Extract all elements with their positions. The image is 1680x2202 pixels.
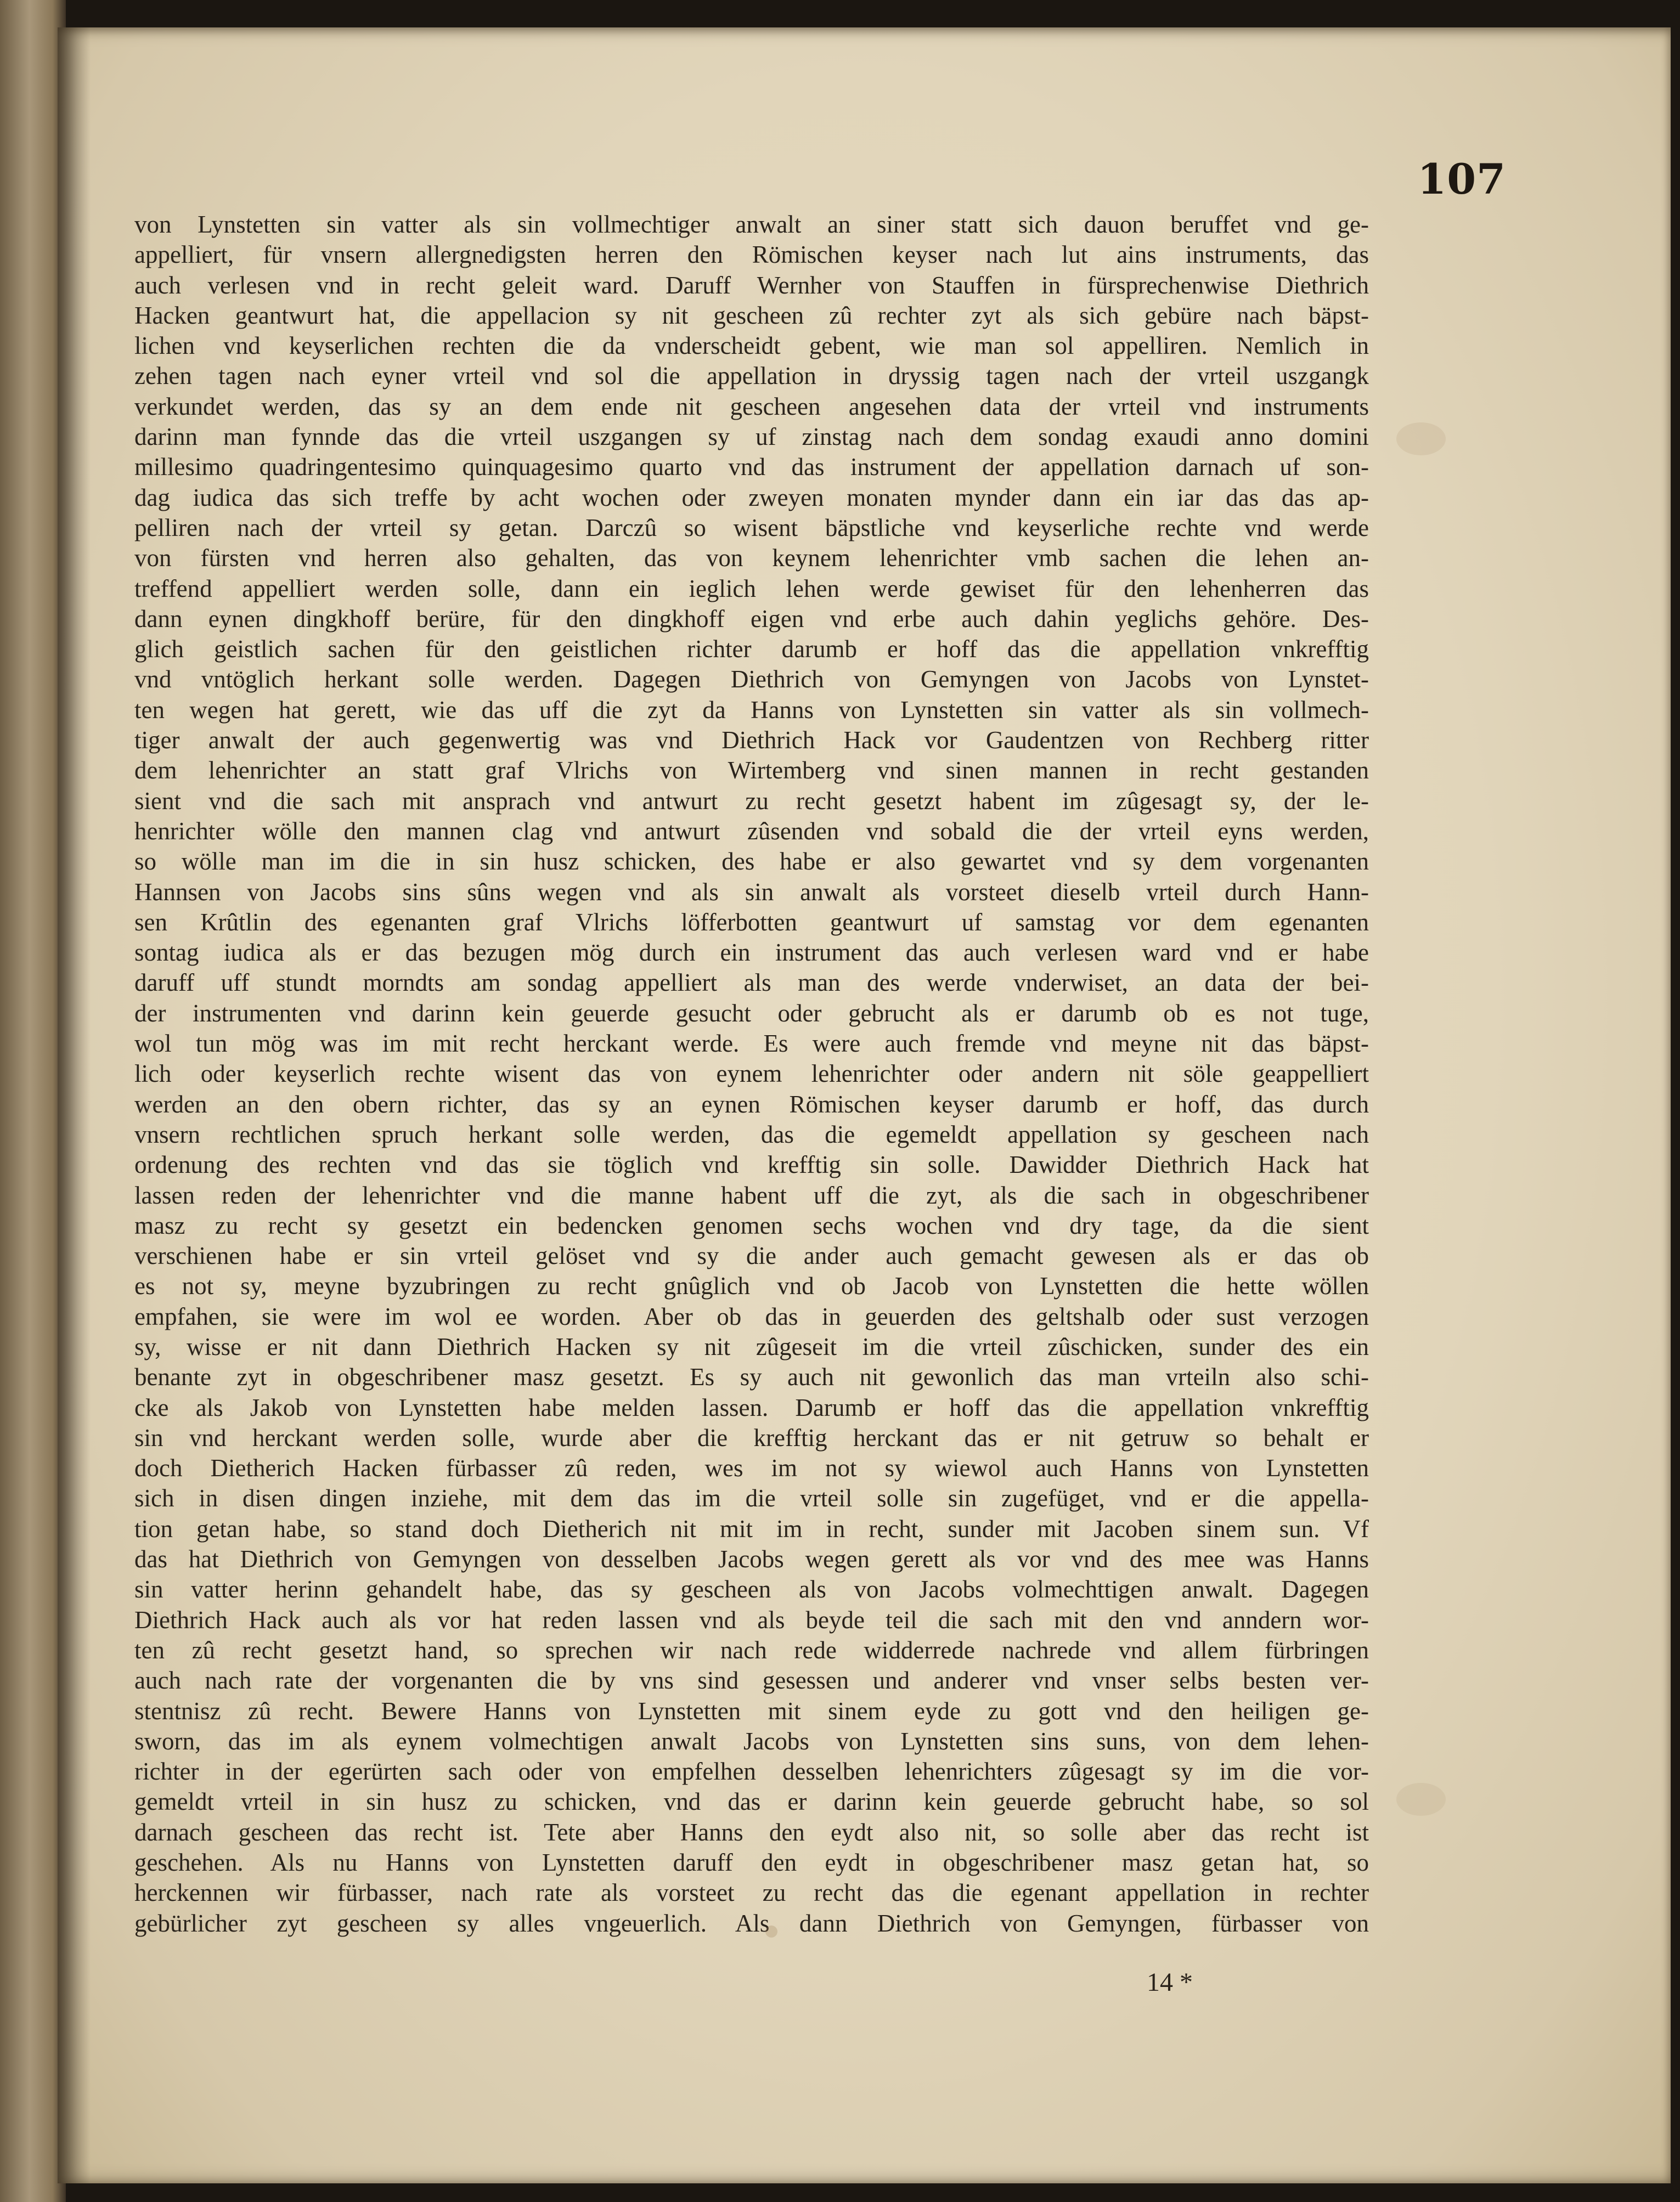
body-text [134,210,1369,1939]
text-line: von Lynstetten sin vatter als sin vollmechtiger anwalt an siner statt sich dauon beruffet vnd ge- [134,211,1369,238]
text-line: das hat Diethrich von Gemyngen von desselben Jacobs wegen gerett als vor vnd des mee was Hanns [134,1545,1369,1573]
text-line: ten zû recht gesetzt hand, so sprechen wir nach rede widderrede nachrede vnd allem fürbringen [134,1636,1369,1664]
text-line: verschienen habe er sin vrteil gelöset vnd sy die ander auch gemacht gewesen als er das ob [134,1242,1369,1270]
book-page [58,27,1671,2183]
text-line: dag iudica das sich treffe by acht wochen oder zweyen monaten mynder dann ein iar das das ap- [134,483,1369,511]
text-line: tiger anwalt der auch gegenwertig was vnd Diethrich Hack vor Gaudentzen von Rechberg ritter [134,726,1369,754]
text-line: ten wegen hat gerett, wie das uff die zyt da Hanns von Lynstetten sin vatter als sin vollmech- [134,696,1369,724]
text-line: appelliert, für vnsern allergnedigsten herren den Römischen keyser nach lut ains instruments, das [134,241,1369,269]
text-line: zehen tagen nach eyner vrteil vnd sol die appellation in dryssig tagen nach der vrteil uszgangk [134,362,1369,390]
text-line: gemeldt vrteil in sin husz zu schicken, vnd das er darinn kein geuerde gebrucht habe, so sol [134,1788,1369,1816]
text-line: sontag iudica als er das bezugen mög durch ein instrument das auch verlesen ward vnd er habe [134,939,1369,967]
text-line: masz zu recht sy gesetzt ein bedencken genomen sechs wochen vnd dry tage, da die sient [134,1211,1369,1239]
text-line: ordenung des rechten vnd das sie töglich vnd krefftig sin solle. Dawidder Diethrich Hack hat [134,1151,1369,1179]
text-line: es not sy, meyne byzubringen zu recht gnûglich vnd ob Jacob von Lynstetten die hette wöllen [134,1272,1369,1300]
text-line: darnach gescheen das recht ist. Tete aber Hanns den eydt also nit, so solle aber das recht ist [134,1818,1369,1846]
text-line: empfahen, sie were im wol ee worden. Aber ob das in geuerden des geltshalb oder sust verzogen [134,1302,1369,1330]
text-line: daruff uff stundt morndts am sondag appelliert als man des werde vnderwiset, an data der bei- [134,969,1369,997]
text-line: Hacken geantwurt hat, die appellacion sy nit gescheen zû rechter zyt als sich gebüre nach bäpst- [134,301,1369,329]
text-line: henrichter wölle den mannen clag vnd antwurt zûsenden vnd sobald die der vrteil eyns werden, [134,817,1369,845]
text-line: Hannsen von Jacobs sins sûns wegen vnd als sin anwalt als vorsteet dieselb vrteil durch Hann- [134,878,1369,906]
text-line: sin vatter herinn gehandelt habe, das sy gescheen als von Jacobs volmechttigen anwalt. Dagegen [134,1576,1369,1603]
text-line: lich oder keyserlich rechte wisent das von eynem lehenrichter oder andern nit söle geappelliert [134,1060,1369,1088]
text-line: darinn man fynnde das die vrteil uszgangen sy uf zinstag nach dem sondag exaudi anno domini [134,423,1369,451]
text-line: gebürlicher zyt gescheen sy alles vngeuerlich. Als dann Diethrich von Gemyngen, fürbasser von [134,1909,1369,1937]
text-line: sich in disen dingen inziehe, mit dem das im die vrteil solle sin zugefüget, vnd er die appella- [134,1484,1369,1512]
text-line: verkundet werden, das sy an dem ende nit gescheen angesehen data der vrteil vnd instruments [134,392,1369,420]
gutter-shadow [58,27,91,2183]
text-line: herckennen wir fürbasser, nach rate als vorsteet zu recht das die egenant appellation in rechter [134,1879,1369,1907]
text-line: vnd vntöglich herkant solle werden. Dagegen Diethrich von Gemyngen von Jacobs von Lynstet- [134,665,1369,693]
text-line: cke als Jakob von Lynstetten habe melden lassen. Darumb er hoff das die appellation vnkrefftig [134,1393,1369,1421]
text-line: tion getan habe, so stand doch Dietherich nit mit im in recht, sunder mit Jacoben sinem sun. Vf [134,1515,1369,1543]
text-line: glich geistlich sachen für den geistlichen richter darumb er hoff das die appellation vnkrefftig [134,635,1369,663]
text-line: treffend appelliert werden solle, dann ein ieglich lehen werde gewiset für den lehenherren das [134,574,1369,602]
foxing-spot [1396,422,1446,455]
text-line: auch verlesen vnd in recht geleit ward. Daruff Wernher von Stauffen in fürsprechenwise Diethrich [134,271,1369,299]
text-line: lassen reden der lehenrichter vnd die manne habent uff die zyt, als die sach in obgeschribener [134,1181,1369,1209]
text-line: sen Krûtlin des egenanten graf Vlrichs löfferbotten geantwurt uf samstag vor dem egenanten [134,908,1369,936]
text-line: so wölle man im die in sin husz schicken, des habe er also gewartet vnd sy dem vorgenanten [134,848,1369,876]
text-line: sin vnd herckant werden solle, wurde aber die krefftig herckant das er nit getruw so behalt er [134,1424,1369,1452]
text-line: sworn, das im als eynem volmechtigen anwalt Jacobs von Lynstetten sins suns, von dem lehen- [134,1727,1369,1755]
text-line: benante zyt in obgeschribener masz gesetzt. Es sy auch nit gewonlich das man vrteiln also schi- [134,1363,1369,1391]
text-line: von fürsten vnd herren also gehalten, das von keynem lehenrichter vmb sachen die lehen an- [134,544,1369,572]
text-line: sient vnd die sach mit ansprach vnd antwurt zu recht gesetzt habent im zûgesagt sy, der le- [134,787,1369,815]
text-line: Diethrich Hack auch als vor hat reden lassen vnd als beyde teil die sach mit den vnd anndern wor- [134,1606,1369,1634]
text-line: doch Dietherich Hacken fürbasser zû reden, wes im not sy wiewol auch Hanns von Lynstetten [134,1454,1369,1482]
previous-page-edge [0,0,66,2202]
text-line: wol tun mög was im mit recht herckant werde. Es were auch fremde vnd meyne nit das bäpst- [134,1030,1369,1058]
text-line: stentnisz zû recht. Bewere Hanns von Lynstetten mit sinem eyde zu gott vnd den heiligen ge- [134,1697,1369,1725]
text-line: richter in der egerürten sach oder von empfelhen desselben lehenrichters zûgesagt sy im die vor- [134,1758,1369,1786]
text-line: dem lehenrichter an statt graf Vlrichs von Wirtemberg vnd sinen mannen in recht gestanden [134,756,1369,784]
text-line: vnsern rechtlichen spruch herkant solle werden, das die egemeldt appellation sy gescheen nach [134,1120,1369,1148]
foxing-spot [765,1926,777,1938]
text-line: werden an den obern richter, das sy an eynen Römischen keyser darumb er hoff, das durch [134,1090,1369,1118]
text-line: der instrumenten vnd darinn kein geuerde gesucht oder gebrucht als er darumb ob es not tuge, [134,999,1369,1027]
signature-mark: 14 * [1147,1968,1193,1997]
page-number: 107 [1417,155,1506,204]
text-line: pelliren nach der vrteil sy getan. Darczû so wisent bäpstliche vnd keyserliche rechte vnd werde [134,513,1369,541]
foxing-spot [1396,1783,1446,1816]
text-line: lichen vnd keyserlichen rechten die da vnderscheidt gebent, wie man sol appelliren. Nemlich in [134,332,1369,360]
text-line: dann eynen dingkhoff berüre, für den dingkhoff eigen vnd erbe auch dahin yeglichs gehöre. Des- [134,605,1369,633]
text-line: auch nach rate der vorgenanten die by vns sind gesessen und anderer vnd vnser selbs besten ver- [134,1667,1369,1695]
text-line: geschehen. Als nu Hanns von Lynstetten daruff den eydt in obgeschribener masz getan hat, so [134,1849,1369,1877]
text-line: sy, wisse er nit dann Diethrich Hacken sy nit zûgeseit im die vrteil zûschicken, sunder des ein [134,1333,1369,1360]
text-line: millesimo quadringentesimo quinquagesimo quarto vnd das instrument der appellation darnach uf son- [134,453,1369,481]
